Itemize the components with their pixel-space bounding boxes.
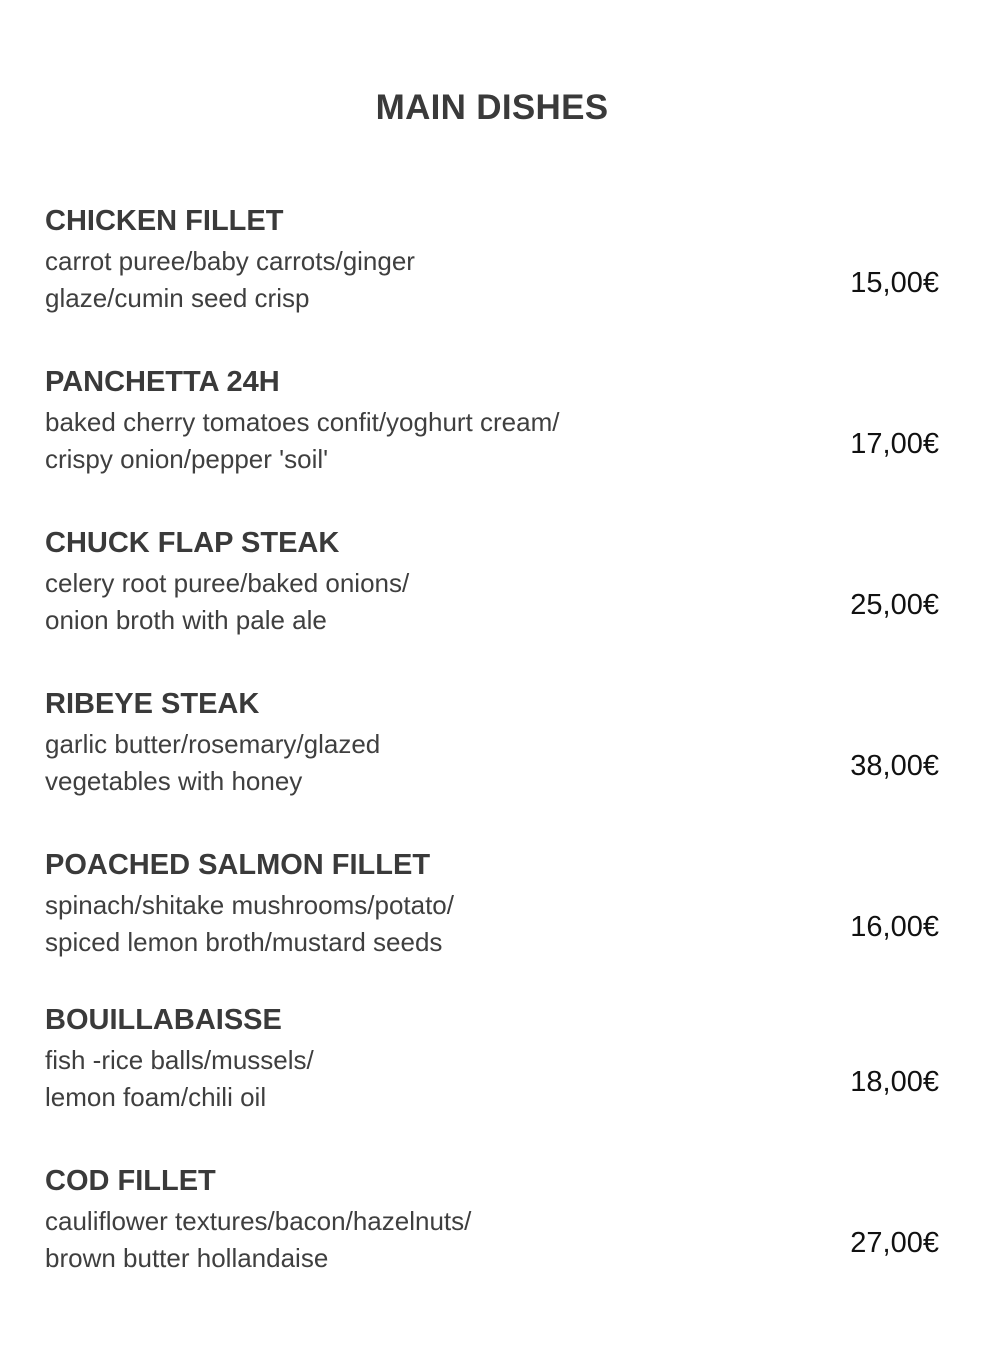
dish-item-cod-fillet xyxy=(45,1163,945,1288)
dish-description-line: garlic butter/rosemary/glazed xyxy=(45,729,381,759)
dish-description-line: baked cherry tomatoes confit/yoghurt cream/ xyxy=(45,407,560,437)
dish-price: 16,00€ xyxy=(850,911,939,943)
dish-name: CHICKEN FILLET xyxy=(45,205,284,237)
dish-item-ribeye-steak xyxy=(45,686,945,811)
dish-description xyxy=(45,243,685,317)
dish-price: 17,00€ xyxy=(850,428,939,460)
dish-description-line: cauliflower textures/bacon/hazelnuts/ xyxy=(45,1206,472,1236)
menu-title: MAIN DISHES xyxy=(375,88,609,127)
dish-description xyxy=(45,887,685,961)
dish-name: COD FILLET xyxy=(45,1165,216,1197)
dish-description-line: spinach/shitake mushrooms/potato/ xyxy=(45,890,454,920)
dish-description-line: celery root puree/baked onions/ xyxy=(45,568,410,598)
dish-description xyxy=(45,726,685,800)
dish-name: BOUILLABAISSE xyxy=(45,1004,282,1036)
dish-name: CHUCK FLAP STEAK xyxy=(45,527,340,559)
dish-description-line: onion broth with pale ale xyxy=(45,605,327,635)
dish-price: 15,00€ xyxy=(850,267,939,299)
dish-name: POACHED SALMON FILLET xyxy=(45,849,431,881)
dish-description-line: carrot puree/baby carrots/ginger xyxy=(45,246,415,276)
dish-description-line: lemon foam/chili oil xyxy=(45,1082,267,1112)
dish-item-poached-salmon-fillet xyxy=(45,847,945,972)
dish-description xyxy=(45,565,685,639)
dish-description xyxy=(45,404,685,478)
dish-price: 25,00€ xyxy=(850,589,939,621)
dish-price: 18,00€ xyxy=(850,1066,939,1098)
dish-description-line: fish -rice balls/mussels/ xyxy=(45,1045,314,1075)
dish-item-bouillabaisse xyxy=(45,1002,945,1127)
dish-description-line: spiced lemon broth/mustard seeds xyxy=(45,927,443,957)
dish-name: PANCHETTA 24H xyxy=(45,366,280,398)
dish-name: RIBEYE STEAK xyxy=(45,688,260,720)
dish-description-line: brown butter hollandaise xyxy=(45,1243,329,1273)
dish-price: 38,00€ xyxy=(850,750,939,782)
dish-item-panchetta xyxy=(45,364,945,489)
dish-description-line: crispy onion/pepper 'soil' xyxy=(45,444,329,474)
dish-price: 27,00€ xyxy=(850,1227,939,1259)
dish-item-chicken-fillet xyxy=(45,203,945,328)
dish-item-chuck-flap-steak xyxy=(45,525,945,650)
dish-description xyxy=(45,1203,685,1277)
dish-description xyxy=(45,1042,685,1116)
dish-description-line: glaze/cumin seed crisp xyxy=(45,283,310,313)
dish-description-line: vegetables with honey xyxy=(45,766,303,796)
